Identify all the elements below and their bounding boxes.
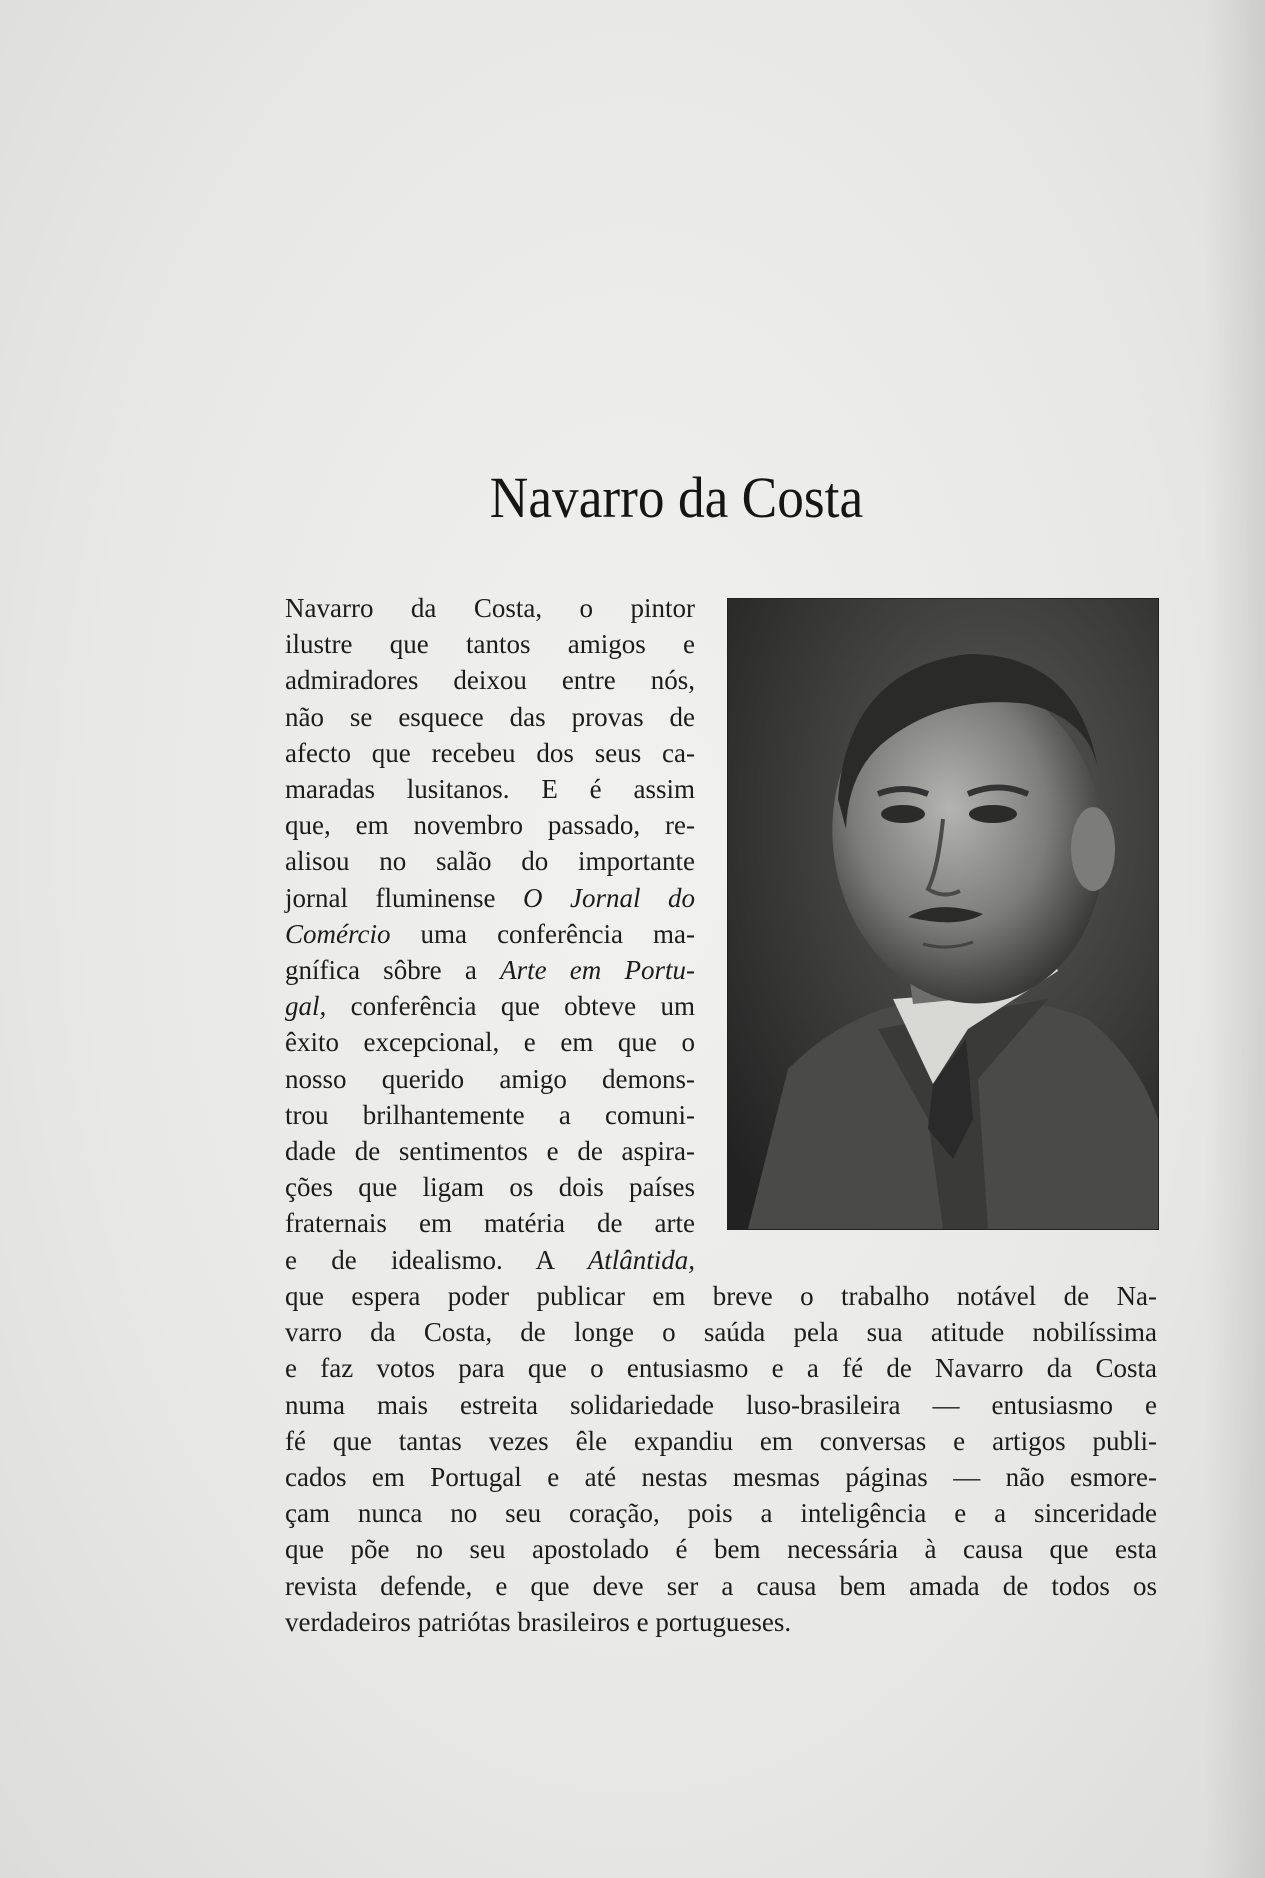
text-line: nosso querido amigo demons-	[285, 1063, 695, 1094]
text-line	[285, 916, 695, 952]
text-segment: jornal fluminense	[285, 882, 523, 913]
newspaper-title: O Jornal do	[522, 882, 695, 913]
text-line: ções que ligam os dois países	[285, 1172, 695, 1203]
text-line: afecto que recebeu dos seus ca-	[285, 737, 695, 768]
article-body-wide	[285, 1278, 1157, 1640]
page-edge-shadow	[1205, 0, 1265, 1878]
text-line	[285, 880, 695, 916]
article-title: Navarro da Costa	[489, 464, 864, 530]
text-segment: conferência que obteve um	[326, 991, 695, 1022]
portrait-photo	[727, 598, 1159, 1230]
text-line: ilustre que tantos amigos e	[285, 629, 695, 660]
text-line: alisou no salão do importante	[285, 846, 695, 877]
text-line: que põe no seu apostolado é bem necessária à causa que esta	[285, 1534, 1157, 1565]
text-line	[285, 988, 695, 1024]
text-line: Navarro da Costa, o pintor	[285, 593, 695, 623]
text-segment: gnífica sôbre a	[285, 955, 501, 986]
text-line: maradas lusitanos. E é assim	[285, 774, 695, 805]
text-line: que, em novembro passado, re-	[285, 810, 695, 841]
lecture-title: Arte em Portu-	[500, 955, 695, 986]
lecture-title: gal,	[285, 991, 327, 1022]
text-line: trou brilhantemente a comuni-	[285, 1099, 695, 1130]
text-line	[285, 952, 695, 988]
text-line: revista defende, e que deve ser a causa bem amada de todos os	[285, 1570, 1157, 1601]
magazine-title: Atlântida,	[587, 1244, 695, 1275]
article-body-narrow	[285, 590, 695, 1278]
portrait-photo-icon	[728, 599, 1158, 1229]
text-line: que espera poder publicar em breve o trabalho notável de Na-	[285, 1281, 1157, 1311]
text-line: cados em Portugal e até nestas mesmas páginas — não esmore-	[285, 1462, 1157, 1493]
text-segment: uma conferência ma-	[390, 918, 695, 949]
text-line: êxito excepcional, e em que o	[285, 1027, 695, 1058]
newspaper-title: Comércio	[285, 918, 391, 949]
text-line: çam nunca no seu coração, pois a inteligência e a sinceridade	[285, 1498, 1157, 1529]
text-line: verdadeiros patriótas brasileiros e portugueses.	[285, 1606, 792, 1637]
text-line: não se esquece das provas de	[285, 701, 695, 732]
text-line: fé que tantas vezes êle expandiu em conversas e artigos publi-	[285, 1425, 1157, 1456]
text-line	[285, 1242, 695, 1278]
text-line: admiradores deixou entre nós,	[285, 665, 695, 696]
text-line: fraternais em matéria de arte	[285, 1208, 695, 1239]
text-line: e faz votos para que o entusiasmo e a fé de Navarro da Costa	[285, 1353, 1157, 1384]
text-segment: e de idealismo. A	[285, 1244, 588, 1275]
text-line: numa mais estreita solidariedade luso-brasileira — entusiasmo e	[285, 1389, 1157, 1420]
text-line: dade de sentimentos e de aspira-	[285, 1136, 695, 1167]
text-line: varro da Costa, de longe o saúda pela sua atitude nobilíssima	[285, 1317, 1157, 1348]
